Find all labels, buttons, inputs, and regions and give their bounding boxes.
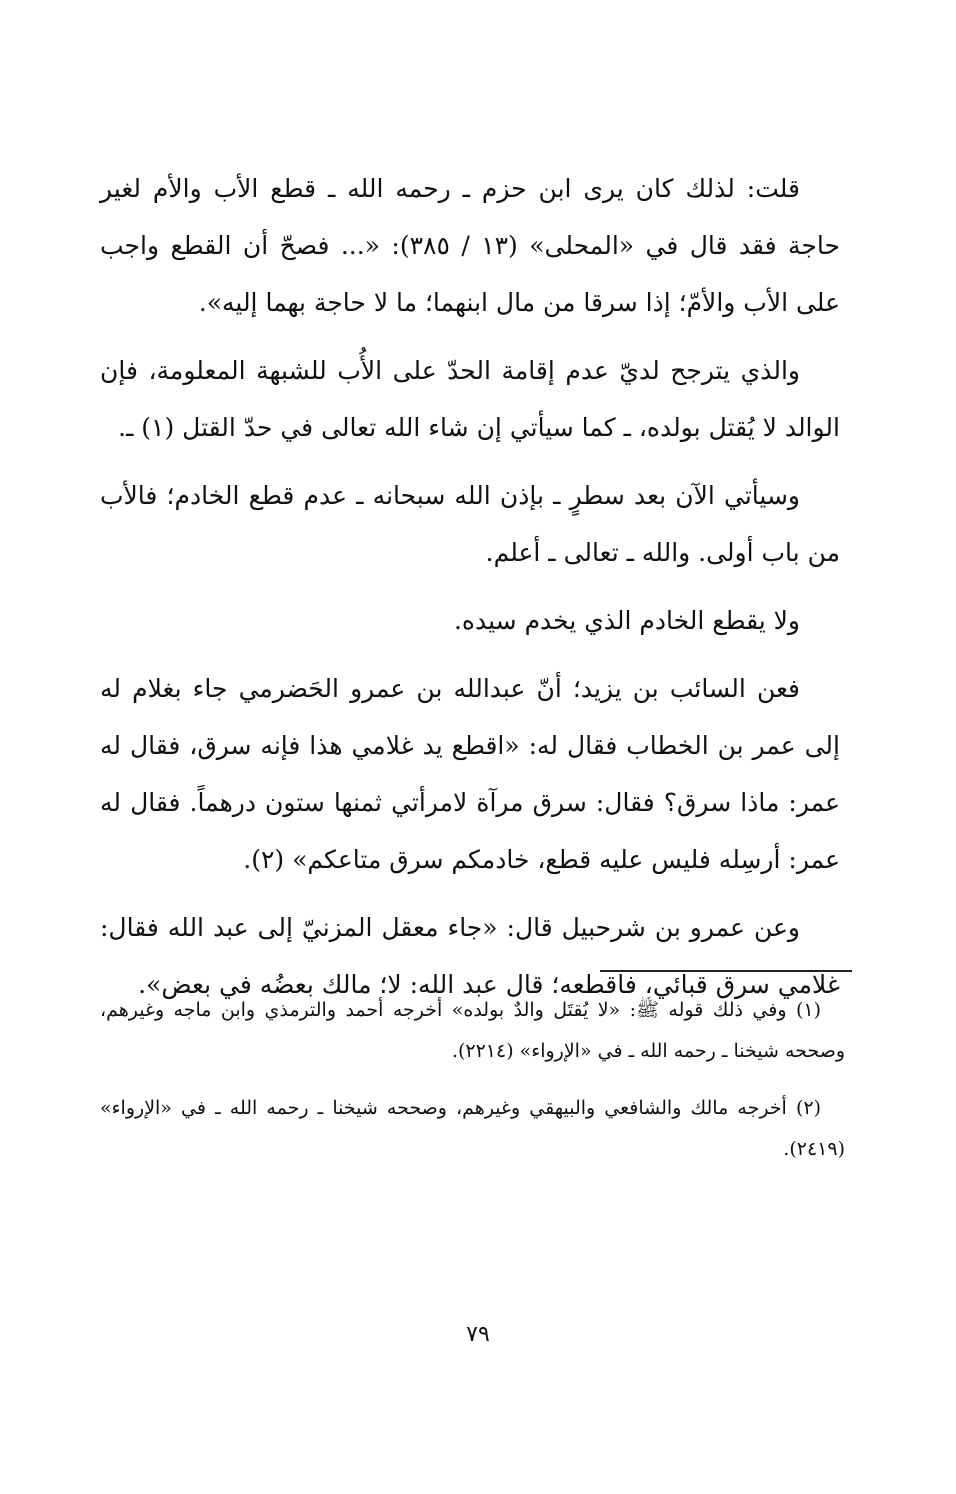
paragraph-2: والذي يترجح لديّ عدم إقامة الحدّ على الأُب للشبهة المعلومة، فإن الوالد لا يُقتل بولده، ـ كما سيأتي إن شاء الله تعالى في حدّ القتل (١) ـ. — [100, 356, 840, 442]
footnote-1: (١) وفي ذلك قوله ﷺ: «لا يُقتَل والدٌ بولده» أخرجه أحمد والترمذي وابن ماجه وغيرهم، وصححه شيخنا ـ رحمه الله ـ في «الإرواء» (٢٢١٤). — [100, 999, 845, 1062]
paragraph-5: فعن السائب بن يزيد؛ أنّ عبدالله بن عمرو الحَضرمي جاء بغلام له إلى عمر بن الخطاب فقال له: «اقطع يد غلامي هذا فإنه سرق، فقال له عمر: ماذا سرق؟ فقال: سرق مرآة لامرأتي ثمنها ستون درهماً. فقال له عمر: أرسِله فليس عليه قطع، خادمكم سرق متاعكم» (٢). — [100, 674, 840, 874]
footnote-2: (٢) أخرجه مالك والشافعي والبيهقي وغيرهم، وصححه شيخنا ـ رحمه الله ـ في «الإرواء» (٢٤١٩). — [100, 1097, 845, 1160]
footnote-divider — [600, 970, 852, 972]
paragraph-1: قلت: لذلك كان يرى ابن حزم ـ رحمه الله ـ قطع الأب والأم لغير حاجة فقد قال في «المحلى» (١٣ / ٣٨٥): «... فصحّ أن القطع واجب على الأب والأمّ؛ إذا سرقا من مال ابنهما؛ ما لا حاجة بهما إليه». — [100, 174, 840, 317]
page-number: ٧٩ — [466, 1322, 490, 1347]
main-text — [100, 160, 840, 1024]
paragraph-3: وسيأتي الآن بعد سطرٍ ـ بإذن الله سبحانه ـ عدم قطع الخادم؛ فالأب من باب أولى. والله ـ تعالى ـ أعلم. — [100, 481, 840, 567]
paragraph-6: وعن عمرو بن شرحبيل قال: «جاء معقل المزنيّ إلى عبد الله فقال: غلامي سرق قبائي، فاقطعه؛ قال عبد الله: لا؛ مالك بعضُه في بعض». — [100, 913, 840, 999]
footnotes — [100, 990, 845, 1186]
paragraph-4: ولا يقطع الخادم الذي يخدم سيده. — [453, 606, 800, 635]
